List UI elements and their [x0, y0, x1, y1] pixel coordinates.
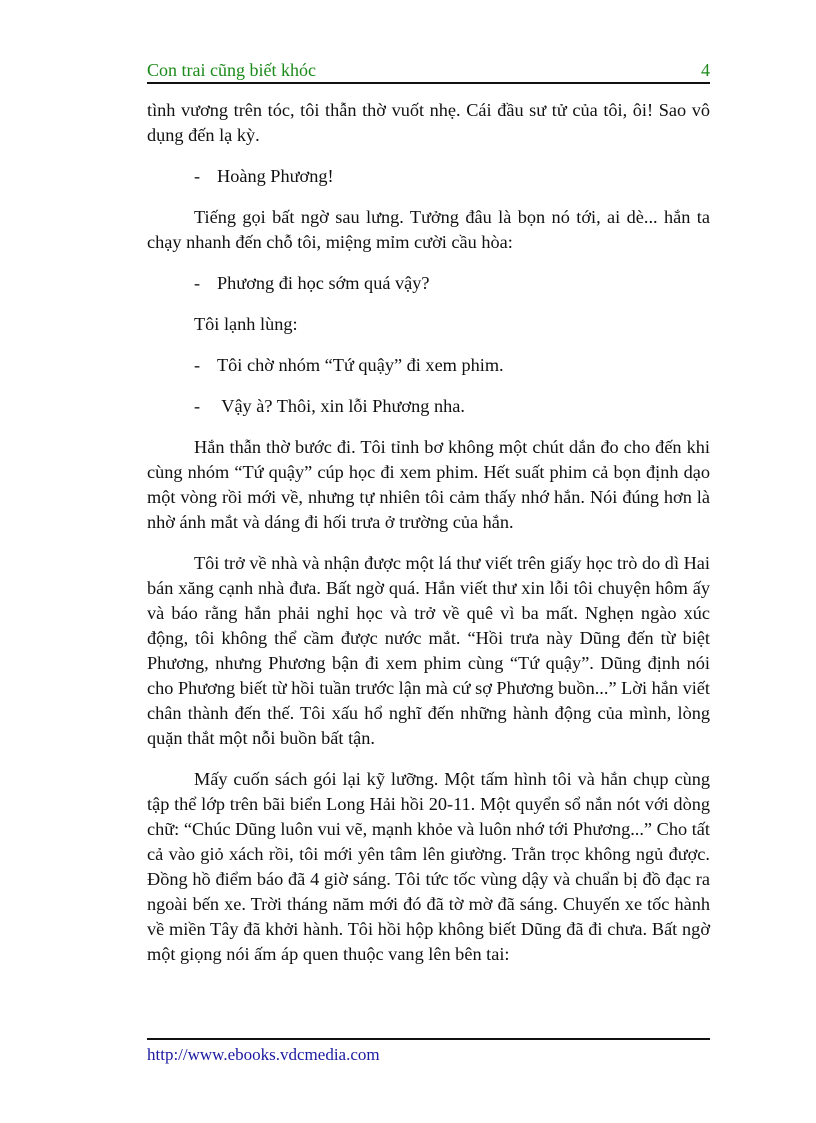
dash-marker: -: [194, 396, 201, 416]
dialogue-text: Phương đi học sớm quá vậy?: [217, 273, 430, 293]
dialogue-line: [147, 353, 710, 378]
paragraph: Tôi trở về nhà và nhận được một lá thư viết trên giấy học trò do dì Hai bán xăng cạnh nhà đưa. Bất ngờ quá. Hắn viết thư xin lỗi tôi chuyện hôm ấy và báo rằng hắn phải nghỉ học và trở về quê vì ba mất. Nghẹn ngào xúc động, tôi không thể cầm được nước mắt. “Hồi trưa này Dũng đến từ biệt Phương, nhưng Phương bận đi xem phim cùng “Tứ quậy”. Dũng định nói cho Phương biết từ hồi tuần trước lận mà cứ sợ Phương buồn...” Lời hắn viết chân thành đến thế. Tôi xấu hổ nghĩ đến những hành động của mình, lòng quặn thắt một nỗi buồn bất tận.: [147, 553, 710, 748]
dialogue-line: [147, 271, 710, 296]
page-body: [147, 98, 710, 967]
dash-marker: -: [194, 166, 201, 186]
dash-marker: -: [194, 355, 201, 375]
footer-rule: [147, 1038, 710, 1040]
header-rule: [147, 82, 710, 84]
paragraph: Tiếng gọi bất ngờ sau lưng. Tưởng đâu là bọn nó tới, ai dè... hắn ta chạy nhanh đến chỗ tôi, miệng mỉm cười cầu hòa:: [147, 207, 710, 252]
dialogue-text: Tôi chờ nhóm “Tứ quậy” đi xem phim.: [217, 355, 504, 375]
paragraph: Hắn thẫn thờ bước đi. Tôi tỉnh bơ không một chút dắn đo cho đến khi cùng nhóm “Tứ quậy” cúp học đi xem phim. Hết suất phim cả bọn định dạo một vòng rồi mới về, nhưng tự nhiên tôi cảm thấy nhớ hắn. Nói đúng hơn là nhờ ánh mắt và dáng đi hối trưa ở trường của hắn.: [147, 437, 710, 532]
paragraph: tình vương trên tóc, tôi thẫn thờ vuốt nhẹ. Cái đầu sư tử của tôi, ôi! Sao vô dụng đến lạ kỳ.: [147, 100, 710, 145]
dialogue-line: [147, 164, 710, 189]
page-header: [147, 60, 710, 82]
dash-marker: -: [194, 273, 201, 293]
dialogue-text: Vậy à? Thôi, xin lỗi Phương nha.: [217, 396, 465, 416]
page-number: 4: [701, 60, 710, 80]
book-title: Con trai cũng biết khóc: [147, 60, 316, 80]
dialogue-line: [147, 394, 710, 419]
paragraph: Mấy cuốn sách gói lại kỹ lưỡng. Một tấm hình tôi và hắn chụp cùng tập thể lớp trên bãi biển Long Hải hồi 20-11. Một quyển sổ nắn nót với dòng chữ: “Chúc Dũng luôn vui vẽ, mạnh khỏe và luôn nhớ tới Phương...” Cho tất cả vào giỏ xách rồi, tôi mới yên tâm lên giường. Trằn trọc không ngủ được. Đồng hồ điểm báo đã 4 giờ sáng. Tôi tức tốc vùng dậy và chuẩn bị đồ đạc ra ngoài bến xe. Trời tháng năm mới đó đã tờ mờ đã sáng. Chuyến xe tốc hành về miền Tây đã khởi hành. Tôi hồi hộp không biết Dũng đã đi chưa. Bất ngờ một giọng nói ấm áp quen thuộc vang lên bên tai:: [147, 769, 710, 964]
footer-link[interactable]: http://www.ebooks.vdcmedia.com: [147, 1045, 380, 1064]
paragraph: Tôi lạnh lùng:: [194, 314, 298, 334]
dialogue-text: Hoàng Phương!: [217, 166, 334, 186]
